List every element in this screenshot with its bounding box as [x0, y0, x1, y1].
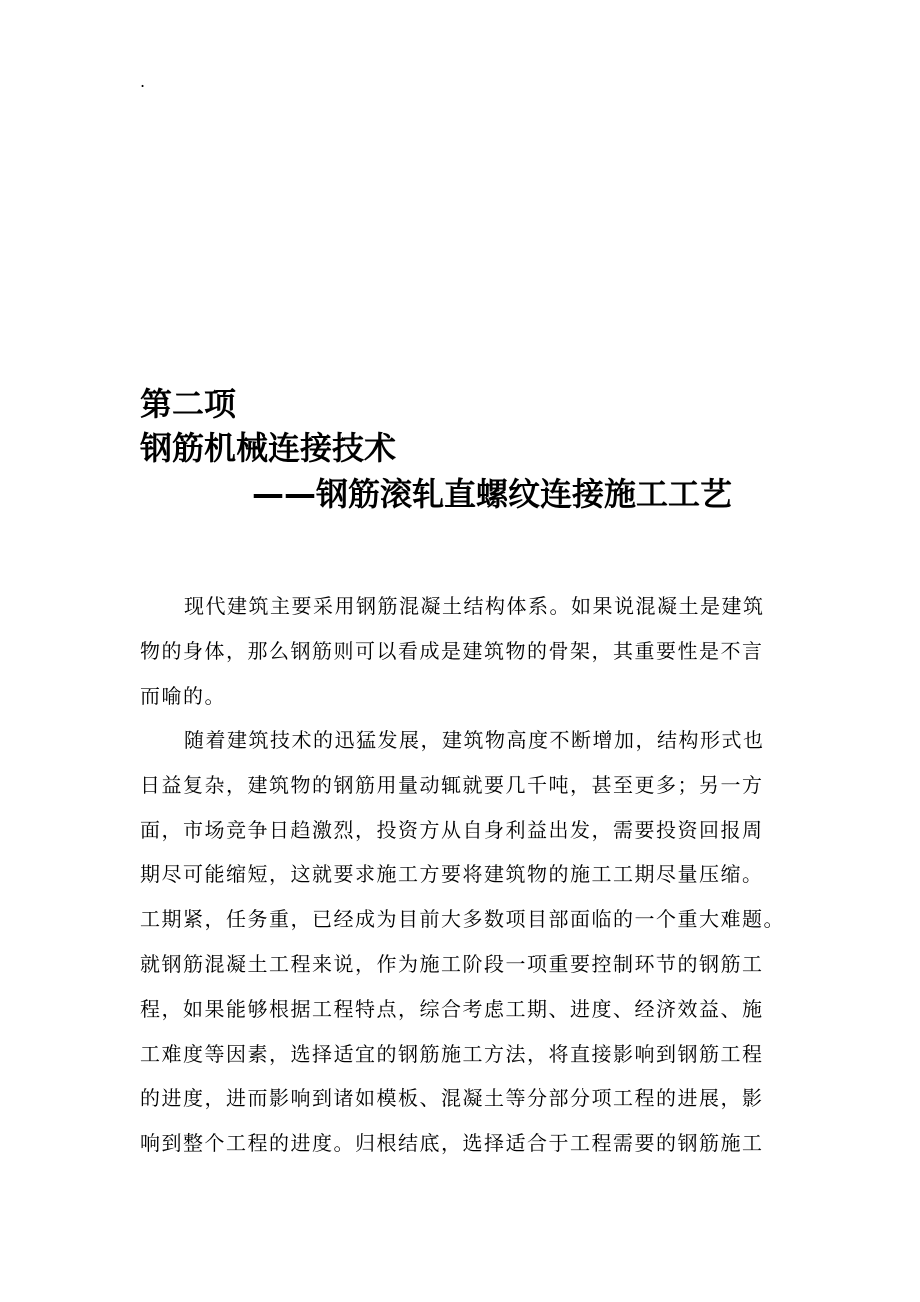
section-heading: 第二项 [140, 385, 237, 423]
paragraph-line: 而喻的。 [140, 683, 226, 708]
paragraph-1 [140, 584, 780, 718]
paragraph-line: 日益复杂，建筑物的钢筋用量动辄就要几千吨，甚至更多；另一方 [140, 772, 764, 797]
paragraph-line: 程，如果能够根据工程特点，综合考虑工期、进度、经济效益、施 [140, 996, 764, 1021]
document-subtitle: ——钢筋滚轧直螺纹连接施工工艺 [252, 475, 733, 513]
paragraph-2 [140, 718, 785, 1166]
paragraph-line: 物的身体，那么钢筋则可以看成是建筑物的骨架，其重要性是不言 [140, 638, 764, 663]
paragraph-line: 的进度，进而影响到诸如模板、混凝土等分部分项工程的进展，影 [140, 1086, 764, 1111]
document-title: 钢筋机械连接技术 [140, 429, 397, 467]
paragraph-line: 响到整个工程的进度。归根结底，选择适合于工程需要的钢筋施工 [140, 1131, 764, 1156]
corner-mark: . [140, 72, 146, 91]
paragraph-line: 期尽可能缩短，这就要求施工方要将建筑物的施工工期尽量压缩。 [140, 862, 764, 887]
paragraph-line: 面，市场竞争日趋激烈，投资方从自身利益出发，需要投资回报周 [140, 817, 764, 842]
paragraph-line: 现代建筑主要采用钢筋混凝土结构体系。如果说混凝土是建筑 [184, 594, 765, 618]
paragraph-line: 就钢筋混凝土工程来说，作为施工阶段一项重要控制环节的钢筋工 [140, 951, 764, 976]
paragraph-line: 随着建筑技术的迅猛发展，建筑物高度不断增加，结构形式也 [184, 728, 765, 752]
paragraph-line: 工期紧，任务重，已经成为目前大多数项目部面临的一个重大难题。 [140, 907, 785, 932]
paragraph-line: 工难度等因素，选择适宜的钢筋施工方法，将直接影响到钢筋工程 [140, 1041, 764, 1066]
